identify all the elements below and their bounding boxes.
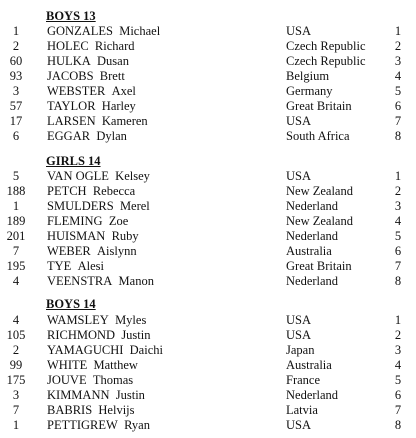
first-name: Dusan xyxy=(97,54,129,68)
place: 2 xyxy=(394,328,402,342)
last-name: TYE xyxy=(47,259,72,273)
country: France xyxy=(286,373,321,387)
country: Germany xyxy=(286,84,333,98)
result-row xyxy=(0,199,416,214)
last-name: WEBSTER xyxy=(47,84,106,98)
place: 3 xyxy=(394,199,402,213)
place: 2 xyxy=(394,39,402,53)
result-row xyxy=(0,54,416,69)
result-row xyxy=(0,373,416,388)
player-name xyxy=(47,358,138,373)
player-name xyxy=(47,343,163,358)
first-name: Alesi xyxy=(77,259,104,273)
entry-number: 195 xyxy=(6,259,26,273)
result-row xyxy=(0,388,416,403)
place: 8 xyxy=(394,274,402,288)
last-name: WEBER xyxy=(47,244,91,258)
country: USA xyxy=(286,418,312,432)
last-name: HULKA xyxy=(47,54,91,68)
first-name: Axel xyxy=(111,84,136,98)
last-name: HOLEC xyxy=(47,39,89,53)
first-name: Harley xyxy=(101,99,136,113)
entry-number: 7 xyxy=(12,403,20,417)
last-name: JOUVE xyxy=(47,373,87,387)
last-name: FLEMING xyxy=(47,214,103,228)
country: Nederland xyxy=(286,229,339,243)
last-name: HUISMAN xyxy=(47,229,106,243)
first-name: Kameren xyxy=(101,114,148,128)
last-name: VAN OGLE xyxy=(47,169,109,183)
entry-number: 7 xyxy=(12,244,20,258)
country: Belgium xyxy=(286,69,330,83)
player-name xyxy=(47,244,137,259)
first-name: Kelsey xyxy=(115,169,150,183)
entry-number: 3 xyxy=(12,388,20,402)
first-name: Thomas xyxy=(92,373,134,387)
entry-number: 99 xyxy=(9,358,23,372)
first-name: Rebecca xyxy=(92,184,136,198)
first-name: Ruby xyxy=(111,229,139,243)
result-row xyxy=(0,313,416,328)
first-name: Helvijs xyxy=(98,403,135,417)
player-name xyxy=(47,313,146,328)
last-name: JACOBS xyxy=(47,69,94,83)
country: South Africa xyxy=(286,129,350,143)
place: 8 xyxy=(394,418,402,432)
player-name xyxy=(47,388,145,403)
last-name: RICHMOND xyxy=(47,328,116,342)
country: USA xyxy=(286,24,312,38)
place: 1 xyxy=(394,169,402,183)
last-name: TAYLOR xyxy=(47,99,96,113)
entry-number: 1 xyxy=(12,199,20,213)
result-row xyxy=(0,244,416,259)
place: 5 xyxy=(394,373,402,387)
country: Latvia xyxy=(286,403,318,417)
last-name: BABRIS xyxy=(47,403,93,417)
entry-number: 2 xyxy=(12,343,20,357)
result-row xyxy=(0,328,416,343)
last-name: EGGAR xyxy=(47,129,91,143)
country: New Zealand xyxy=(286,214,353,228)
first-name: Brett xyxy=(99,69,125,83)
place: 8 xyxy=(394,129,402,143)
section-title: BOYS 14 xyxy=(46,297,96,311)
player-name xyxy=(47,114,148,129)
result-row xyxy=(0,129,416,144)
entry-number: 2 xyxy=(12,39,20,53)
country: Great Britain xyxy=(286,259,352,273)
place: 6 xyxy=(394,99,402,113)
player-name xyxy=(47,169,150,184)
first-name: Merel xyxy=(119,199,150,213)
player-name xyxy=(47,328,151,343)
place: 5 xyxy=(394,84,402,98)
place: 1 xyxy=(394,24,402,38)
player-name xyxy=(47,39,135,54)
first-name: Michael xyxy=(119,24,161,38)
last-name: VEENSTRA xyxy=(47,274,113,288)
country: Australia xyxy=(286,358,332,372)
last-name: PETCH xyxy=(47,184,87,198)
player-name xyxy=(47,54,129,69)
place: 4 xyxy=(394,69,402,83)
country: Nederland xyxy=(286,388,339,402)
place: 1 xyxy=(394,313,402,327)
result-row xyxy=(0,114,416,129)
last-name: WHITE xyxy=(47,358,88,372)
entry-number: 93 xyxy=(9,69,23,83)
first-name: Aislynn xyxy=(97,244,137,258)
player-name xyxy=(47,84,136,99)
place: 4 xyxy=(394,358,402,372)
country: USA xyxy=(286,114,312,128)
result-row xyxy=(0,84,416,99)
result-row xyxy=(0,214,416,229)
last-name: KIMMANN xyxy=(47,388,110,402)
first-name: Zoe xyxy=(108,214,129,228)
place: 7 xyxy=(394,403,402,417)
player-name xyxy=(47,259,104,274)
entry-number: 3 xyxy=(12,84,20,98)
first-name: Manon xyxy=(118,274,154,288)
entry-number: 1 xyxy=(12,418,20,432)
entry-number: 4 xyxy=(12,313,20,327)
first-name: Justin xyxy=(121,328,151,342)
first-name: Daichi xyxy=(129,343,163,357)
first-name: Myles xyxy=(115,313,147,327)
country: USA xyxy=(286,313,312,327)
country: Australia xyxy=(286,244,332,258)
player-name xyxy=(47,274,154,289)
entry-number: 175 xyxy=(6,373,26,387)
first-name: Justin xyxy=(115,388,145,402)
entry-number: 188 xyxy=(6,184,26,198)
result-row xyxy=(0,418,416,433)
player-name xyxy=(47,418,150,433)
result-row xyxy=(0,343,416,358)
result-row xyxy=(0,229,416,244)
country: Great Britain xyxy=(286,99,352,113)
last-name: PETTIGREW xyxy=(47,418,118,432)
last-name: GONZALES xyxy=(47,24,113,38)
place: 3 xyxy=(394,343,402,357)
entry-number: 17 xyxy=(9,114,23,128)
place: 2 xyxy=(394,184,402,198)
result-row xyxy=(0,259,416,274)
country: USA xyxy=(286,328,312,342)
place: 7 xyxy=(394,114,402,128)
entry-number: 4 xyxy=(12,274,20,288)
last-name: YAMAGUCHI xyxy=(47,343,124,357)
country: USA xyxy=(286,169,312,183)
result-row xyxy=(0,69,416,84)
last-name: SMULDERS xyxy=(47,199,114,213)
player-name xyxy=(47,403,135,418)
result-row xyxy=(0,274,416,289)
entry-number: 5 xyxy=(12,169,20,183)
player-name xyxy=(47,373,133,388)
result-row xyxy=(0,169,416,184)
country: Czech Republic xyxy=(286,54,366,68)
entry-number: 201 xyxy=(6,229,26,243)
country: Nederland xyxy=(286,274,339,288)
entry-number: 105 xyxy=(6,328,26,342)
place: 6 xyxy=(394,244,402,258)
place: 4 xyxy=(394,214,402,228)
result-row xyxy=(0,403,416,418)
result-row xyxy=(0,24,416,39)
first-name: Matthew xyxy=(93,358,138,372)
first-name: Dylan xyxy=(96,129,127,143)
first-name: Ryan xyxy=(124,418,150,432)
entry-number: 6 xyxy=(12,129,20,143)
country: Czech Republic xyxy=(286,39,366,53)
result-row xyxy=(0,184,416,199)
player-name xyxy=(47,24,160,39)
place: 5 xyxy=(394,229,402,243)
player-name xyxy=(47,184,135,199)
player-name xyxy=(47,229,139,244)
result-row xyxy=(0,358,416,373)
place: 7 xyxy=(394,259,402,273)
player-name xyxy=(47,129,127,144)
section-title: BOYS 13 xyxy=(46,9,96,23)
last-name: LARSEN xyxy=(47,114,96,128)
last-name: WAMSLEY xyxy=(47,313,109,327)
country: New Zealand xyxy=(286,184,353,198)
country: Nederland xyxy=(286,199,339,213)
country: Japan xyxy=(286,343,315,357)
result-row xyxy=(0,99,416,114)
first-name: Richard xyxy=(94,39,135,53)
player-name xyxy=(47,69,125,84)
player-name xyxy=(47,199,150,214)
place: 6 xyxy=(394,388,402,402)
place: 3 xyxy=(394,54,402,68)
entry-number: 57 xyxy=(9,99,23,113)
player-name xyxy=(47,214,128,229)
entry-number: 189 xyxy=(6,214,26,228)
entry-number: 1 xyxy=(12,24,20,38)
result-row xyxy=(0,39,416,54)
entry-number: 60 xyxy=(9,54,23,68)
section-title: GIRLS 14 xyxy=(46,154,101,168)
player-name xyxy=(47,99,136,114)
